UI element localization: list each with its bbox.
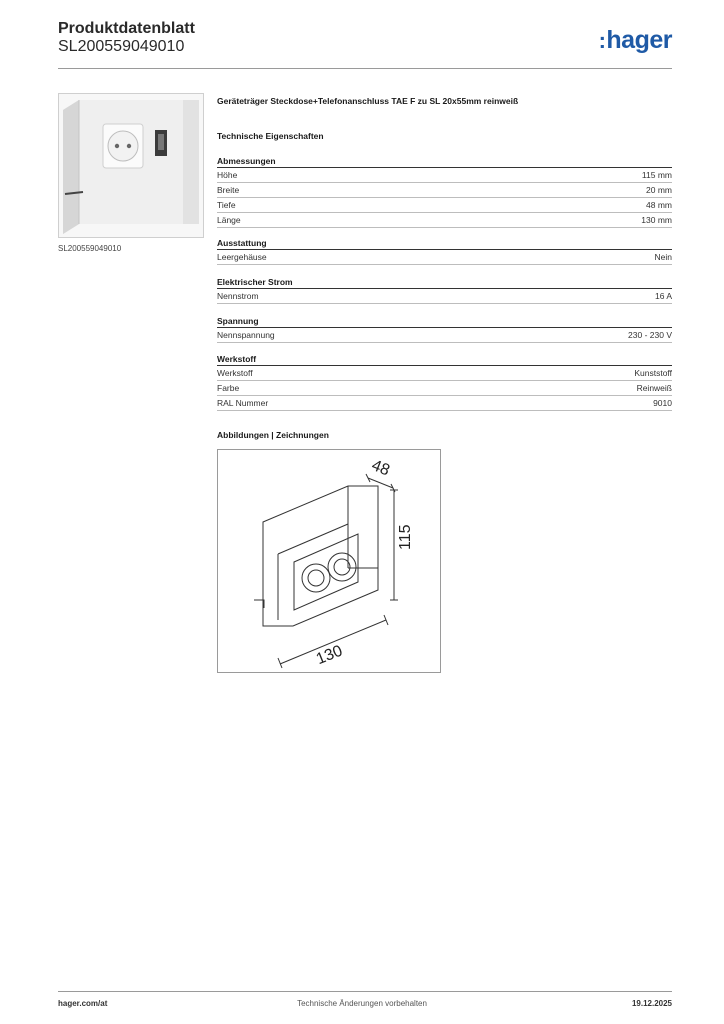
spec-row-empty-housing: [217, 250, 672, 265]
technical-drawing-svg: [218, 450, 440, 672]
spec-row-material: [217, 366, 672, 381]
spec-row-rated-current: [217, 289, 672, 304]
section-title: Spannung: [217, 315, 672, 328]
spec-label: Nennstrom: [217, 291, 259, 301]
product-photo-illustration: [59, 94, 203, 237]
spec-label: Tiefe: [217, 200, 236, 210]
tech-properties-heading: Technische Eigenschaften: [217, 131, 324, 141]
spec-row-rated-voltage: [217, 328, 672, 343]
section-equipment: [217, 237, 672, 265]
footer-note: Technische Änderungen vorbehalten: [297, 999, 427, 1008]
spec-label: Breite: [217, 185, 240, 195]
footer-divider: [58, 991, 672, 992]
spec-value: 115 mm: [641, 170, 672, 180]
spec-label: RAL Nummer: [217, 398, 269, 408]
spec-row-length: [217, 213, 672, 228]
spec-row-height: [217, 168, 672, 183]
spec-row-depth: [217, 198, 672, 213]
spec-row-ral: [217, 396, 672, 411]
spec-value: Nein: [654, 252, 672, 262]
section-title: Werkstoff: [217, 353, 672, 366]
section-dimensions: [217, 155, 672, 228]
spec-value: 130 mm: [641, 215, 672, 225]
technical-drawing: [217, 449, 441, 673]
spec-label: Länge: [217, 215, 241, 225]
footer-website: hager.com/at: [58, 999, 108, 1008]
section-electric-current: [217, 276, 672, 304]
spec-label: Werkstoff: [217, 368, 253, 378]
spec-label: Leergehäuse: [217, 252, 267, 262]
section-voltage: [217, 315, 672, 343]
spec-value: Kunststoff: [634, 368, 672, 378]
spec-value: 230 - 230 V: [628, 330, 672, 340]
document-title: Produktdatenblatt: [58, 20, 195, 37]
spec-value: 20 mm: [646, 185, 672, 195]
figures-heading: Abbildungen | Zeichnungen: [217, 430, 329, 440]
section-title: Elektrischer Strom: [217, 276, 672, 289]
dimension-height-label: 115: [397, 524, 414, 550]
logo-text: hager: [606, 26, 672, 54]
photo-caption: SL200559049010: [58, 244, 122, 253]
spec-value: Reinweiß: [636, 383, 672, 393]
product-photo: [58, 93, 204, 238]
section-material: [217, 353, 672, 411]
dimension-depth-label: 48: [369, 456, 392, 480]
section-title: Abmessungen: [217, 155, 672, 168]
spec-label: Farbe: [217, 383, 240, 393]
spec-label: Höhe: [217, 170, 238, 180]
spec-row-color: [217, 381, 672, 396]
hager-logo: :hager: [598, 26, 672, 54]
spec-value: 48 mm: [646, 200, 672, 210]
dimension-length-label: 130: [313, 642, 346, 669]
product-name: Geräteträger Steckdose+Telefonanschluss TAE F zu SL 20x55mm reinweiß: [217, 96, 519, 106]
spec-label: Nennspannung: [217, 330, 275, 340]
spec-row-width: [217, 183, 672, 198]
header-divider: [58, 68, 672, 69]
spec-value: 16 A: [654, 291, 672, 301]
section-title: Ausstattung: [217, 237, 672, 250]
footer-date: 19.12.2025: [631, 999, 672, 1008]
article-number: SL200559049010: [58, 38, 185, 55]
spec-value: 9010: [653, 398, 672, 408]
